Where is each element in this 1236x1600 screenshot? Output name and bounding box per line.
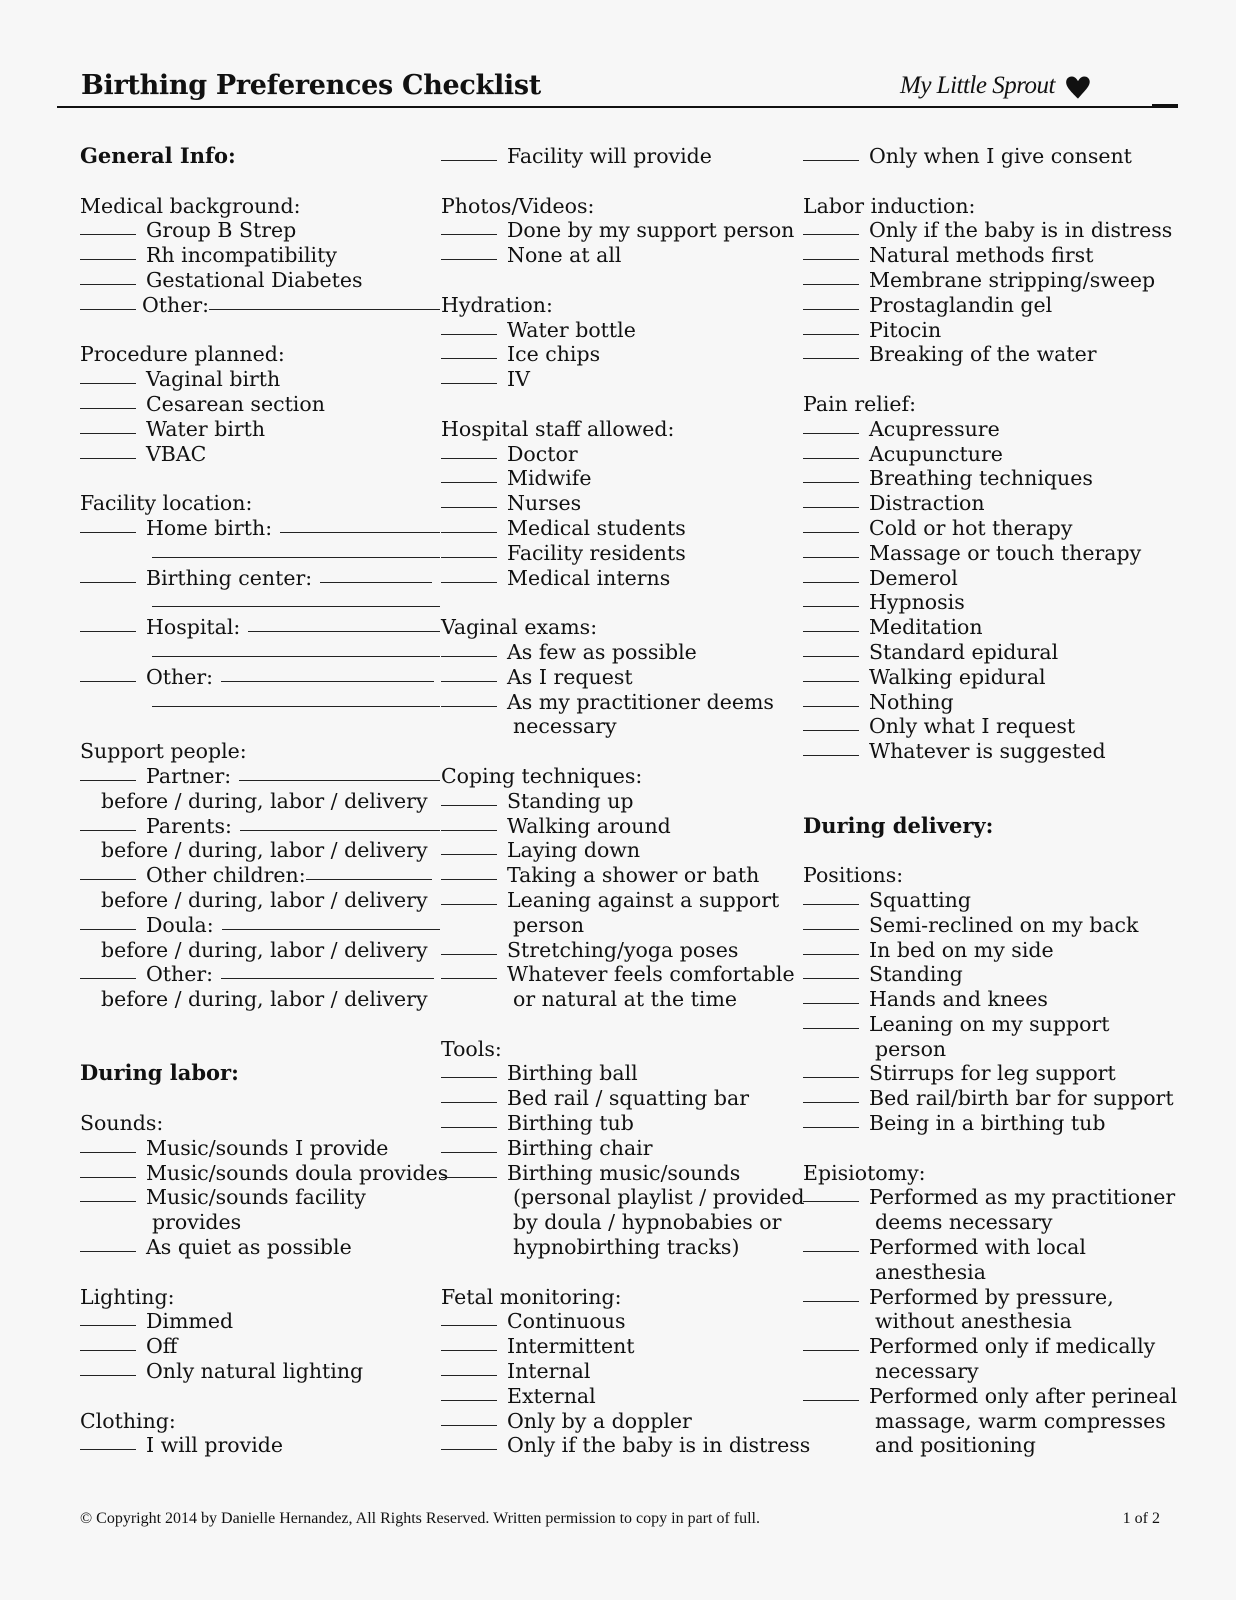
other-children-input-line[interactable]: [306, 861, 432, 880]
checklist-item[interactable]: External: [441, 1384, 801, 1409]
checklist-item[interactable]: Being in a birthing tub: [803, 1111, 1183, 1136]
checklist-item[interactable]: Pitocin: [803, 318, 1183, 343]
hospital-input-line[interactable]: [248, 613, 440, 632]
header-rule-accent: [1152, 104, 1178, 107]
checkbox-blank[interactable]: [803, 985, 859, 1004]
checkbox-blank[interactable]: [803, 316, 859, 335]
checkbox-blank[interactable]: [441, 1084, 497, 1103]
checklist-item[interactable]: Performed with local: [803, 1235, 1183, 1260]
checklist-item[interactable]: None at all: [441, 243, 801, 268]
checkbox-blank[interactable]: [803, 514, 859, 533]
checkbox-blank[interactable]: [80, 911, 136, 930]
partner-input-line[interactable]: [239, 762, 440, 781]
checkbox-blank[interactable]: [80, 415, 136, 434]
checklist-item-hospital[interactable]: Hospital:: [80, 615, 440, 640]
checklist-item[interactable]: Hands and knees: [803, 987, 1183, 1012]
checkbox-blank[interactable]: [441, 1109, 497, 1128]
checklist-item[interactable]: As I request: [441, 665, 801, 690]
checklist-item[interactable]: Whatever is suggested: [803, 739, 1183, 764]
checkbox-blank[interactable]: [803, 663, 859, 682]
checklist-item[interactable]: Only what I request: [803, 714, 1183, 739]
checklist-item[interactable]: Bed rail / squatting bar: [441, 1086, 801, 1111]
group-label-pain-relief: Pain relief:: [803, 391, 917, 416]
checkbox-blank[interactable]: [803, 886, 859, 905]
checklist-item[interactable]: Laying down: [441, 838, 801, 863]
checklist-item[interactable]: Squatting: [803, 888, 1183, 913]
checklist-item[interactable]: Hypnosis: [803, 590, 1183, 615]
checklist-item-other-facility[interactable]: Other:: [80, 665, 440, 690]
checkbox-blank[interactable]: [803, 340, 859, 359]
checklist-item-other[interactable]: Other:: [80, 293, 440, 318]
checkbox-blank[interactable]: [441, 787, 497, 806]
group-label-vaginal-exams: Vaginal exams:: [441, 615, 598, 640]
checkbox-blank[interactable]: [80, 440, 136, 459]
checklist-item[interactable]: IV: [441, 367, 801, 392]
page-footer: [80, 1510, 1160, 1528]
checklist-item[interactable]: I will provide: [80, 1433, 440, 1458]
checklist-item-parents[interactable]: Parents:: [80, 814, 440, 839]
item-continuation: anesthesia: [875, 1259, 986, 1284]
group-label-photos-videos: Photos/Videos:: [441, 193, 595, 218]
checkbox-blank[interactable]: [803, 564, 859, 583]
checklist-item[interactable]: Walking around: [441, 814, 801, 839]
group-label-positions: Positions:: [803, 863, 904, 888]
checkbox-blank[interactable]: [803, 241, 859, 260]
checklist-item[interactable]: Performed only if medically: [803, 1334, 1183, 1359]
checkbox-blank[interactable]: [441, 688, 497, 707]
item-continuation: massage, warm compresses: [875, 1408, 1166, 1433]
checklist-item[interactable]: Whatever feels comfortable: [441, 962, 801, 987]
checkbox-blank[interactable]: [441, 539, 497, 558]
checklist-item[interactable]: Natural methods first: [803, 243, 1183, 268]
checkbox-blank[interactable]: [803, 539, 859, 558]
checklist-item[interactable]: Taking a shower or bath: [441, 863, 801, 888]
checklist-item[interactable]: Stretching/yoga poses: [441, 938, 801, 963]
group-label-medical-background: Medical background:: [80, 193, 301, 218]
checklist-item[interactable]: Done by my support person: [441, 218, 801, 243]
checklist-item[interactable]: Performed only after perineal: [803, 1384, 1183, 1409]
item-continuation: provides: [152, 1210, 242, 1235]
checkbox-blank[interactable]: [441, 1332, 497, 1351]
checkbox-blank[interactable]: [80, 216, 136, 235]
checklist-item[interactable]: Standing up: [441, 789, 801, 814]
section-heading-during-labor: During labor:: [80, 1060, 239, 1086]
checklist-item[interactable]: Cold or hot therapy: [803, 516, 1183, 541]
section-heading-during-delivery: During delivery:: [803, 812, 994, 838]
parents-input-line[interactable]: [240, 812, 440, 831]
checklist-item-other-support[interactable]: Other:: [80, 962, 440, 987]
checkbox-blank[interactable]: [80, 1431, 136, 1450]
checklist-item[interactable]: Water birth: [80, 417, 440, 442]
checkbox-blank[interactable]: [803, 613, 859, 632]
other-facility-input-line-2[interactable]: [152, 688, 440, 707]
checkbox-blank[interactable]: [441, 1159, 497, 1178]
checkbox-blank[interactable]: [803, 1109, 859, 1128]
checklist-item[interactable]: Semi-reclined on my back: [803, 913, 1183, 938]
checkbox-blank[interactable]: [80, 812, 136, 831]
column-3: [803, 144, 1183, 1458]
checklist-item[interactable]: Music/sounds doula provides: [80, 1161, 440, 1186]
checkbox-blank[interactable]: [80, 1357, 136, 1376]
checklist-item[interactable]: In bed on my side: [803, 938, 1183, 963]
checklist-item[interactable]: Dimmed: [80, 1309, 440, 1334]
checkbox-blank[interactable]: [80, 663, 136, 682]
hospital-input-line-2[interactable]: [152, 638, 440, 657]
checklist-item[interactable]: Intermittent: [441, 1334, 801, 1359]
other-facility-input-line[interactable]: [221, 663, 434, 682]
checkbox-blank[interactable]: [441, 886, 497, 905]
checklist-item[interactable]: Cesarean section: [80, 392, 440, 417]
checkbox-blank[interactable]: [441, 960, 497, 979]
item-continuation: person: [513, 912, 585, 937]
checkbox-blank[interactable]: [803, 1084, 859, 1103]
checkbox-blank[interactable]: [803, 1332, 859, 1351]
checkbox-blank[interactable]: [803, 216, 859, 235]
column-2: [441, 144, 811, 1458]
checkbox-blank[interactable]: [441, 1431, 497, 1450]
checklist-item[interactable]: Distraction: [803, 491, 1183, 516]
checklist-item[interactable]: Internal: [441, 1359, 801, 1384]
timing-options[interactable]: before / during, labor / delivery: [101, 838, 428, 863]
checklist-item[interactable]: Doctor: [441, 442, 801, 467]
checklist-item[interactable]: Stirrups for leg support: [803, 1061, 1183, 1086]
birthing-center-input-line-2[interactable]: [152, 588, 440, 607]
checkbox-blank[interactable]: [441, 440, 497, 459]
checklist-item[interactable]: Massage or touch therapy: [803, 541, 1183, 566]
checkbox-blank[interactable]: [803, 911, 859, 930]
item-continuation: without anesthesia: [875, 1309, 1072, 1334]
checklist-item[interactable]: Birthing music/sounds: [441, 1161, 801, 1186]
checkbox-blank[interactable]: [441, 1059, 497, 1078]
group-label-sounds: Sounds:: [80, 1111, 164, 1136]
checkbox-blank[interactable]: [803, 1183, 859, 1202]
item-continuation: deems necessary: [875, 1210, 1053, 1235]
checkbox-blank[interactable]: [80, 960, 136, 979]
checklist-item[interactable]: Ice chips: [441, 342, 801, 367]
checkbox-blank[interactable]: [441, 241, 497, 260]
checkbox-blank[interactable]: [80, 564, 136, 583]
checkbox-blank[interactable]: [441, 861, 497, 880]
checklist-item[interactable]: Facility residents: [441, 541, 801, 566]
checkbox-blank[interactable]: [80, 1307, 136, 1326]
home-birth-input-line-2[interactable]: [152, 539, 440, 558]
checkbox-blank[interactable]: [803, 737, 859, 756]
item-continuation: or natural at the time: [513, 987, 738, 1012]
page-header: [0, 0, 1236, 110]
checklist-item[interactable]: Performed as my practitioner: [803, 1185, 1183, 1210]
checkbox-blank[interactable]: [441, 638, 497, 657]
checkbox-blank[interactable]: [80, 861, 136, 880]
page-title: Birthing Preferences Checklist: [81, 70, 541, 101]
group-label-clothing: Clothing:: [80, 1408, 176, 1433]
checkbox-blank[interactable]: [441, 365, 497, 384]
checkbox-blank[interactable]: [441, 1307, 497, 1326]
checkbox-blank[interactable]: [803, 440, 859, 459]
doula-input-line[interactable]: [222, 911, 440, 930]
checklist-item[interactable]: Medical interns: [441, 566, 801, 591]
checklist-item[interactable]: Acupressure: [803, 417, 1183, 442]
group-label-hydration: Hydration:: [441, 292, 553, 317]
checkbox-blank[interactable]: [441, 340, 497, 359]
checklist-item[interactable]: Off: [80, 1334, 440, 1359]
checkbox-blank[interactable]: [803, 1382, 859, 1401]
checklist-item[interactable]: Birthing tub: [441, 1111, 801, 1136]
item-continuation: (personal playlist / provided: [513, 1185, 805, 1210]
checklist-item[interactable]: Medical students: [441, 516, 801, 541]
checkbox-blank[interactable]: [80, 1233, 136, 1252]
checklist-item-birthing-center[interactable]: Birthing center:: [80, 566, 440, 591]
checklist-item[interactable]: Performed by pressure,: [803, 1285, 1183, 1310]
page-number: 1 of 2: [1122, 1510, 1160, 1527]
checklist-item[interactable]: Only natural lighting: [80, 1359, 440, 1384]
checklist-item[interactable]: Acupuncture: [803, 442, 1183, 467]
checkbox-blank[interactable]: [803, 588, 859, 607]
header-rule: [57, 106, 1178, 108]
checklist-item[interactable]: As my practitioner deems: [441, 690, 801, 715]
brand-name: My Little Sprout: [900, 72, 1055, 99]
checkbox-blank[interactable]: [441, 1134, 497, 1153]
heart-icon: [1064, 73, 1092, 101]
checkbox-blank[interactable]: [803, 960, 859, 979]
checkbox-blank[interactable]: [80, 291, 136, 310]
checklist-item[interactable]: Only by a doppler: [441, 1409, 801, 1434]
checkbox-blank[interactable]: [441, 836, 497, 855]
group-label-support-people: Support people:: [80, 739, 247, 764]
checklist-item[interactable]: As quiet as possible: [80, 1235, 440, 1260]
checklist-item-partner[interactable]: Partner:: [80, 764, 440, 789]
checklist-item[interactable]: Demerol: [803, 566, 1183, 591]
checkbox-blank[interactable]: [441, 936, 497, 955]
checklist-item[interactable]: Music/sounds facility: [80, 1185, 440, 1210]
checkbox-blank[interactable]: [441, 564, 497, 583]
checkbox-blank[interactable]: [803, 266, 859, 285]
checkbox-blank[interactable]: [803, 688, 859, 707]
checkbox-blank[interactable]: [441, 663, 497, 682]
checkbox-blank[interactable]: [441, 812, 497, 831]
checklist-item-other-children[interactable]: Other children:: [80, 863, 440, 888]
checklist-item[interactable]: Music/sounds I provide: [80, 1136, 440, 1161]
timing-options[interactable]: before / during, labor / delivery: [101, 788, 428, 813]
checkbox-blank[interactable]: [803, 1010, 859, 1029]
checkbox-blank[interactable]: [80, 266, 136, 285]
item-continuation: necessary: [513, 714, 617, 739]
column-1: [80, 143, 449, 1458]
checklist-item[interactable]: Group B Strep: [80, 218, 440, 243]
checklist-item[interactable]: Standing: [803, 962, 1183, 987]
group-label-labor-induction: Labor induction:: [803, 193, 976, 218]
checklist-item[interactable]: Breaking of the water: [803, 342, 1183, 367]
checkbox-blank[interactable]: [441, 1357, 497, 1376]
checklist-item[interactable]: Midwife: [441, 466, 801, 491]
group-label-fetal-monitoring: Fetal monitoring:: [441, 1284, 622, 1309]
copyright-text: © Copyright 2014 by Danielle Hernandez, All Rights Reserved. Written permission to copy in part of full.: [80, 1510, 760, 1527]
checklist-item[interactable]: Bed rail/birth bar for support: [803, 1086, 1183, 1111]
checklist-item[interactable]: Leaning on my support: [803, 1012, 1183, 1037]
section-heading-general-info: General Info:: [80, 143, 236, 168]
checkbox-blank[interactable]: [441, 316, 497, 335]
checkbox-blank[interactable]: [441, 142, 497, 161]
checklist-item[interactable]: Only when I give consent: [803, 144, 1183, 169]
other-input-line[interactable]: [209, 291, 440, 310]
checklist-item[interactable]: Walking epidural: [803, 665, 1183, 690]
checklist-item[interactable]: Membrane stripping/sweep: [803, 268, 1183, 293]
home-birth-input-line[interactable]: [280, 514, 440, 533]
item-continuation: by doula / hypnobabies or: [513, 1210, 782, 1235]
checkbox-blank[interactable]: [803, 638, 859, 657]
checkbox-blank[interactable]: [80, 613, 136, 632]
checklist-item[interactable]: VBAC: [80, 442, 440, 467]
group-label-episiotomy: Episiotomy:: [803, 1160, 926, 1185]
timing-options[interactable]: before / during, labor / delivery: [101, 937, 428, 962]
checklist-item[interactable]: Leaning against a support: [441, 888, 801, 913]
group-label-procedure-planned: Procedure planned:: [80, 342, 285, 367]
checkbox-blank[interactable]: [80, 241, 136, 260]
checkbox-blank[interactable]: [441, 1382, 497, 1401]
checkbox-blank[interactable]: [803, 936, 859, 955]
checkbox-blank[interactable]: [803, 291, 859, 310]
checkbox-blank[interactable]: [441, 1407, 497, 1426]
item-continuation: necessary: [875, 1359, 979, 1384]
group-label-coping: Coping techniques:: [441, 763, 643, 788]
checkbox-blank[interactable]: [80, 514, 136, 533]
checklist-item[interactable]: Breathing techniques: [803, 466, 1183, 491]
checklist-item[interactable]: Continuous: [441, 1309, 801, 1334]
item-continuation: and positioning: [875, 1433, 1036, 1458]
checklist-item[interactable]: As few as possible: [441, 640, 801, 665]
checkbox-blank[interactable]: [80, 1134, 136, 1153]
checklist-item[interactable]: Nothing: [803, 690, 1183, 715]
group-label-facility-location: Facility location:: [80, 491, 253, 516]
checkbox-blank[interactable]: [80, 1332, 136, 1351]
checkbox-blank[interactable]: [80, 390, 136, 409]
timing-options[interactable]: before / during, labor / delivery: [101, 887, 428, 912]
checklist-item[interactable]: Standard epidural: [803, 640, 1183, 665]
checkbox-blank[interactable]: [803, 712, 859, 731]
checkbox-blank[interactable]: [441, 489, 497, 508]
checklist-item[interactable]: Only if the baby is in distress: [803, 218, 1183, 243]
checkbox-blank[interactable]: [803, 415, 859, 434]
checkbox-blank[interactable]: [80, 1183, 136, 1202]
checkbox-blank[interactable]: [80, 1159, 136, 1178]
checkbox-blank[interactable]: [441, 216, 497, 235]
checklist-item-doula[interactable]: Doula:: [80, 913, 440, 938]
checklist-item[interactable]: Birthing chair: [441, 1136, 801, 1161]
checklist-item[interactable]: Only if the baby is in distress: [441, 1433, 801, 1458]
checklist-item[interactable]: Nurses: [441, 491, 801, 516]
checkbox-blank[interactable]: [803, 464, 859, 483]
group-label-hospital-staff: Hospital staff allowed:: [441, 416, 675, 441]
checkbox-blank[interactable]: [441, 464, 497, 483]
item-continuation: hypnobirthing tracks): [513, 1235, 740, 1260]
group-label-lighting: Lighting:: [80, 1284, 175, 1309]
checkbox-blank[interactable]: [80, 365, 136, 384]
timing-options[interactable]: before / during, labor / delivery: [101, 987, 428, 1012]
group-label-tools: Tools:: [441, 1036, 502, 1061]
checkbox-blank[interactable]: [803, 1059, 859, 1078]
checkbox-blank[interactable]: [441, 514, 497, 533]
other-support-input-line[interactable]: [221, 960, 434, 979]
checkbox-blank[interactable]: [803, 1233, 859, 1252]
checklist-item-home-birth[interactable]: Home birth:: [80, 516, 440, 541]
checkbox-blank[interactable]: [803, 489, 859, 508]
checkbox-blank[interactable]: [803, 1283, 859, 1302]
birthing-center-input-line[interactable]: [320, 564, 432, 583]
checklist-item[interactable]: Birthing ball: [441, 1061, 801, 1086]
checkbox-blank[interactable]: [803, 142, 859, 161]
checklist-item[interactable]: Meditation: [803, 615, 1183, 640]
checklist-item[interactable]: Rh incompatibility: [80, 243, 440, 268]
item-continuation: person: [875, 1036, 947, 1061]
checklist-item[interactable]: Prostaglandin gel: [803, 293, 1183, 318]
checklist-item[interactable]: Gestational Diabetes: [80, 268, 440, 293]
checklist-item[interactable]: Water bottle: [441, 318, 801, 343]
checklist-item[interactable]: Facility will provide: [441, 144, 801, 169]
checklist-item[interactable]: Vaginal birth: [80, 367, 440, 392]
checkbox-blank[interactable]: [80, 762, 136, 781]
